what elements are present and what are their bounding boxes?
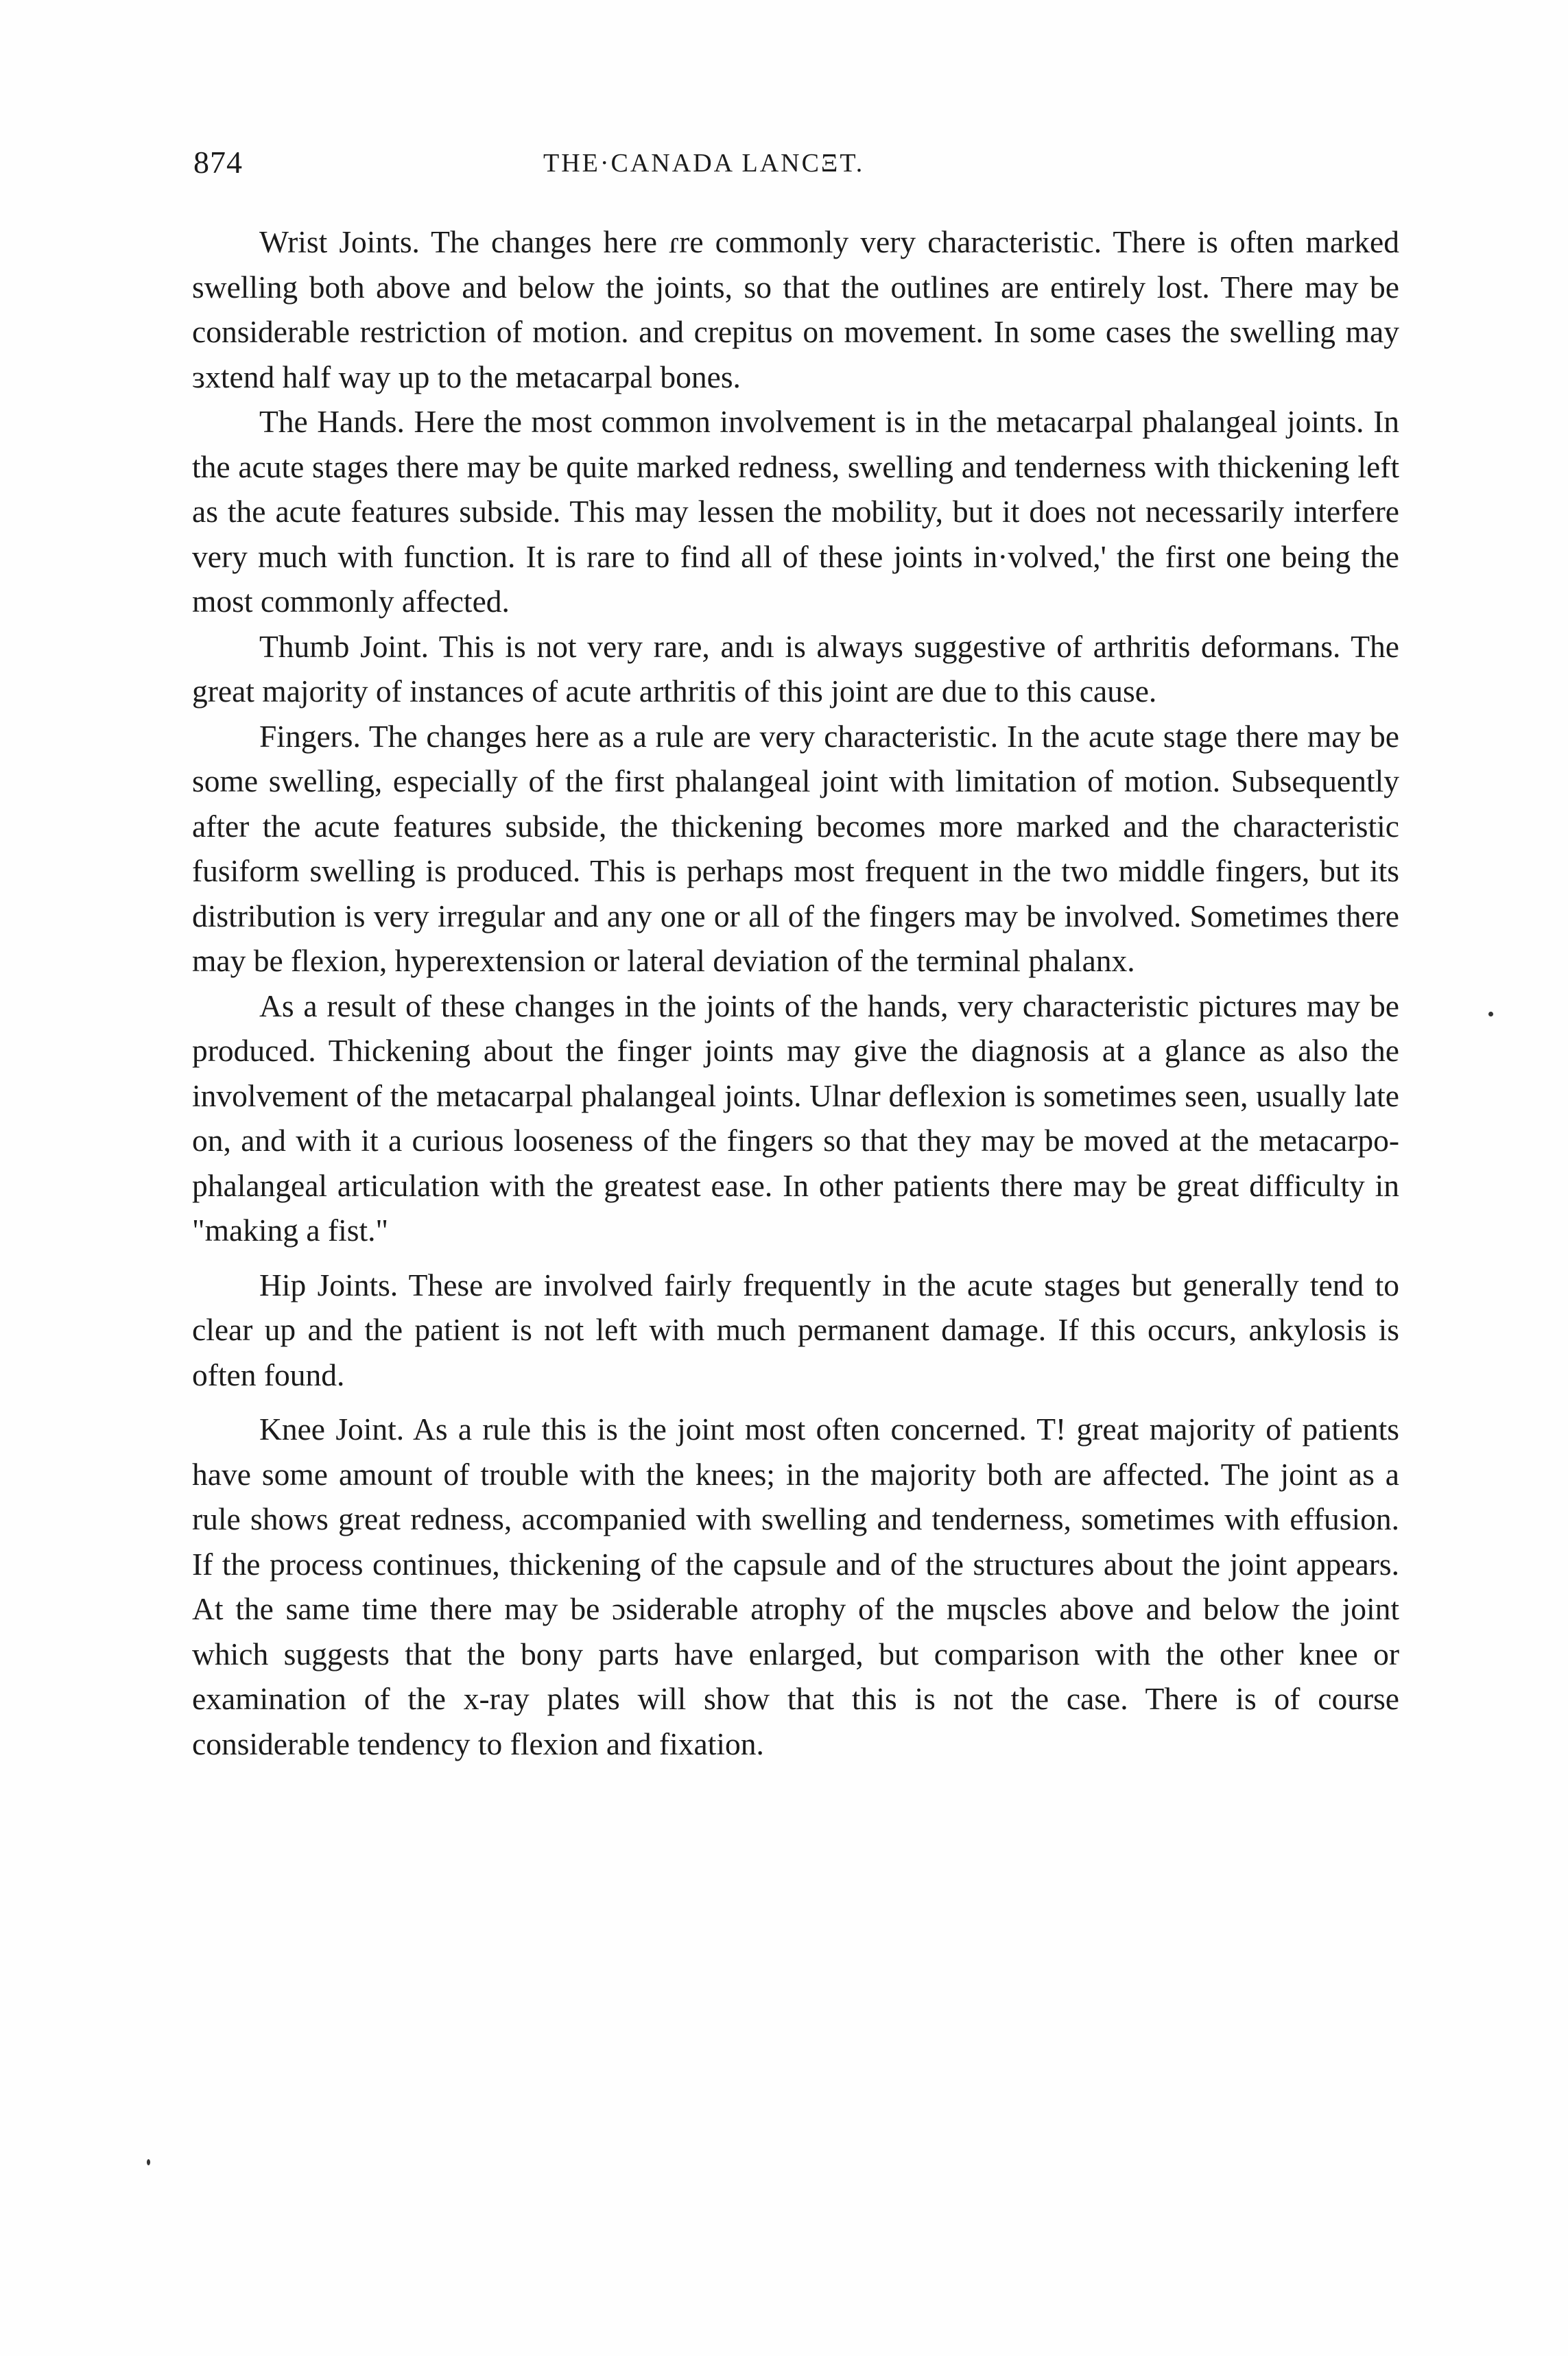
paragraph-wrist-joints: Wrist Joints. The changes here ɾre commonly very characteristic. There is often marked swelling both above and below the joints, so that the outlines are entirely lost. There may be considerable restriction of motion. and crepitus on movement. In some cases the swelling may ɜxtend half way up to the metacarpal bones.	[192, 224, 1399, 394]
page-number: 874	[193, 145, 243, 180]
paragraph-the-hands: The Hands. Here the most common involvement is in the metacarpal phalangeal joints. In the acute stages there may be quite marked redness, swelling and tenderness with thickening left as the acute features subside. This may lessen the mobility, but it does not necessarily interfere very much with function. It is rare to find all of these joints in·volved,' the first one being the most commonly affected.	[192, 404, 1399, 619]
paragraph-hand-changes: As a result of these changes in the joints of the hands, very characteristic pictures may be produced. Thickening about the finger joints may give the diagnosis at a glance as also the involvement of the metacarpal phalangeal joints. Ulnar deflexion is sometimes seen, usually late on, and with it a curious looseness of the fingers so that they may be moved at the metacarpo-phalangeal articulation with the greatest ease. In other patients there may be great difficulty in "making a fist."	[192, 988, 1399, 1248]
paragraph-hip-joints: Hip Joints. These are involved fairly frequently in the acute stages but generally tend to clear up and the patient is not left with much permanent damage. If this occurs, ankylosis is often found.	[192, 1267, 1399, 1392]
running-title: THE·CANADA LANCΞT.	[543, 149, 865, 178]
paragraph-thumb-joint: Thumb Joint. This is not very rare, andı is always suggestive of arthritis deformans. The great majority of instances of acute arthritis of this joint are due to this cause.	[192, 628, 1399, 709]
scan-speck	[147, 2159, 150, 2165]
paragraph-fingers: Fingers. The changes here as a rule are very characteristic. In the acute stage there may be some swelling, especially of the first phalangeal joint with limitation of motion. Subsequently after the acute features subside, the thickening becomes more marked and the characteristic fusiform swelling is produced. This is perhaps most frequent in the two middle fingers, but its distribution is very irregular and any one or all of the fingers may be involved. Sometimes there may be flexion, hyperextension or lateral deviation of the terminal phalanx.	[192, 718, 1399, 978]
scan-speck	[1488, 1012, 1493, 1016]
paragraph-knee-joint: Knee Joint. As a rule this is the joint most often concerned. T! great majority of patients have some amount of trouble with the knees; in the majority both are affected. The joint as a rule shows great redness, accompanied with swelling and tenderness, sometimes with effusion. If the process continues, thickening of the capsule and of the structures about the joint appears. At the same time there may be ɔsiderable atrophy of the mɥscles above and below the joint which suggests that the bony parts have enlarged, but comparison with the other knee or examination of the x-ray plates will show that this is not the case. There is of course considerable tendency to flexion and fixation.	[192, 1412, 1399, 1761]
article-body	[192, 219, 1399, 1766]
page-header	[193, 144, 1401, 192]
